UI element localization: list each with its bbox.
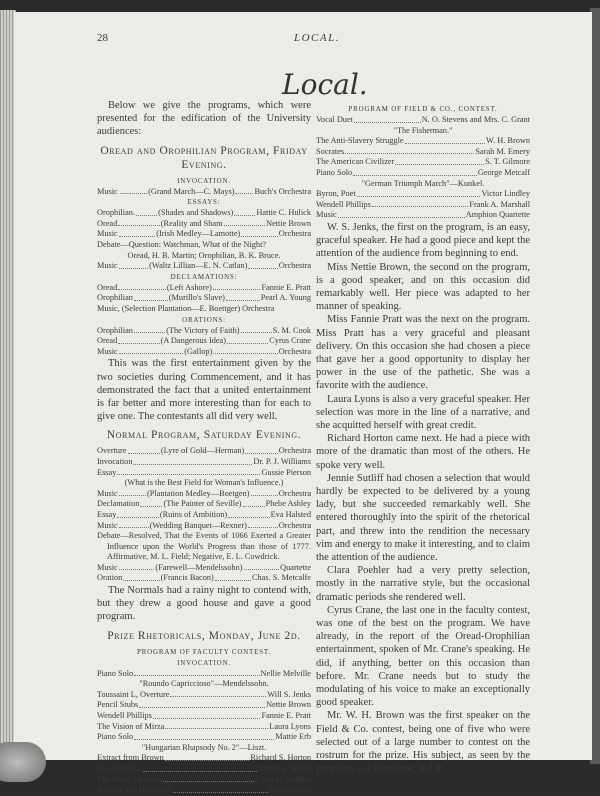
program-entry bbox=[97, 573, 311, 584]
entry-title: Wendell Phillips bbox=[97, 711, 152, 721]
dot-leader bbox=[173, 785, 268, 793]
entry-performer: Nellie Melville bbox=[260, 668, 311, 678]
program-subheading: PROGRAM OF FIELD & CO., CONTEST. bbox=[348, 105, 498, 113]
program-entry bbox=[316, 168, 530, 179]
program-heading: Normal Program, Saturday Evening. bbox=[106, 429, 302, 442]
entry-title: The Anti-Slavery Struggle bbox=[316, 136, 404, 146]
entry-performer: Orchestra bbox=[278, 229, 312, 239]
dot-leader bbox=[248, 261, 277, 269]
right-column bbox=[316, 104, 530, 775]
entry-note: "Hungarian Rhapsody No. 2"—Liszt. bbox=[141, 742, 267, 752]
entry-performer: W. H. Brown bbox=[486, 136, 530, 146]
entry-title: Music bbox=[97, 520, 118, 530]
entry-performer: Clara H. Poehler bbox=[255, 774, 311, 784]
entry-title: Toussaint L, Overture bbox=[97, 689, 170, 699]
entry-title: Piano Solo bbox=[97, 668, 134, 678]
program-entry bbox=[97, 187, 311, 198]
entry-title: Essay bbox=[97, 509, 117, 519]
dot-leader bbox=[118, 283, 166, 291]
program-entry bbox=[97, 347, 311, 358]
dot-leader bbox=[372, 200, 469, 208]
dot-leader bbox=[134, 732, 274, 740]
program-entry bbox=[97, 457, 311, 468]
program-entry-long: Debate—Question: Watchman, What of the Night? bbox=[97, 239, 267, 249]
dot-leader bbox=[140, 499, 162, 507]
entry-detail: (Murillo's Slave) bbox=[168, 293, 225, 303]
entry-performer: N. O. Stevens and Mrs. C. Grant bbox=[421, 115, 530, 124]
dot-leader bbox=[345, 147, 474, 155]
program-entry bbox=[97, 563, 311, 574]
dot-leader bbox=[119, 521, 149, 529]
paragraph: W. S. Jenks, the first on the program, is an easy, graceful speaker. He had a good piece and kept the attention of the audience from beginning to end. bbox=[316, 221, 530, 260]
entry-detail: (Shades and Shadows) bbox=[158, 208, 234, 218]
entry-performer: Will S. Jenks bbox=[267, 689, 311, 699]
entry-performer: Cyrus Crane bbox=[269, 785, 311, 795]
program-entry bbox=[316, 210, 530, 221]
entry-performer: S. M. Cook bbox=[272, 325, 312, 335]
entry-title: Music bbox=[97, 229, 118, 239]
entry-detail: (A Dangerous Idea) bbox=[160, 336, 226, 346]
entry-note: Oread, H. B. Martin; Orophilian, B. K. Bruce. bbox=[127, 250, 281, 260]
entry-performer: Orchestra bbox=[278, 346, 312, 356]
entry-title: Essay bbox=[97, 467, 117, 477]
dot-leader bbox=[139, 700, 265, 708]
entry-performer: Fannie E. Pratt bbox=[261, 282, 312, 292]
dot-leader bbox=[119, 229, 155, 237]
dot-leader bbox=[134, 326, 165, 334]
program-entry bbox=[97, 293, 311, 304]
dot-leader bbox=[119, 347, 183, 355]
document-page bbox=[14, 12, 592, 795]
program-entry bbox=[97, 722, 311, 733]
paragraph: Clara Poehler had a very pretty selection, mostly in the narrative style, but the occasional dramatic periods she rendered well. bbox=[316, 565, 530, 603]
program-entry-long: Debate—Resolved, That the Events of 1066 Exerted a Greater Influence upon the World's Progress than those of 1777. Affirmative, M. L. Field; Negative, E. L. Cowdrick. bbox=[97, 531, 311, 562]
dot-leader bbox=[227, 336, 268, 344]
dot-leader bbox=[153, 711, 261, 719]
entry-title: Oread bbox=[97, 218, 118, 228]
left-column bbox=[97, 99, 311, 796]
dot-leader bbox=[143, 764, 257, 772]
entry-performer: Amphion Quartette bbox=[465, 210, 530, 220]
dot-leader bbox=[224, 219, 266, 227]
dot-leader bbox=[119, 261, 148, 269]
entry-title: Byron, Poet bbox=[316, 189, 356, 199]
dot-leader bbox=[134, 293, 168, 301]
entry-performer: Gussie Pierson bbox=[261, 467, 311, 477]
entry-detail: (Left Ashore) bbox=[166, 282, 212, 292]
entry-title: Piano Solo bbox=[316, 167, 353, 177]
entry-detail: (Farewell—Mendelssohn) bbox=[155, 562, 243, 572]
dot-leader bbox=[163, 775, 254, 783]
entry-title: Piano Solo bbox=[97, 732, 134, 742]
dot-leader bbox=[117, 468, 260, 476]
dot-leader bbox=[213, 283, 261, 291]
program-entry-long: Music, (Selection Plantation—E. Boettger) Orchestra bbox=[97, 303, 275, 313]
entry-detail: (Francis Bacon) bbox=[160, 573, 214, 583]
entry-performer: Jennie S. Sutliff bbox=[257, 764, 311, 774]
entry-title: Music bbox=[97, 562, 118, 572]
entry-detail: (Irish Medley—Lamotte) bbox=[156, 229, 241, 239]
dot-leader bbox=[234, 208, 255, 216]
program-entry bbox=[97, 219, 311, 230]
dot-leader bbox=[117, 510, 159, 518]
entry-detail: (Waltz Lillian—E. N. Catlan) bbox=[149, 261, 248, 271]
entry-performer: Orchestra bbox=[278, 446, 311, 456]
entry-performer: Orchestra bbox=[278, 520, 312, 530]
program-entry bbox=[97, 700, 311, 711]
dot-leader bbox=[213, 347, 277, 355]
dot-leader bbox=[245, 446, 277, 454]
entry-detail: (Wedding Banquet—Rexner) bbox=[149, 520, 247, 530]
entry-performer: Nettie Brown bbox=[266, 700, 311, 710]
program-entry bbox=[316, 136, 530, 147]
section-title: Local. bbox=[282, 68, 368, 101]
program-entry bbox=[97, 208, 311, 219]
entry-title: Overture bbox=[97, 446, 127, 456]
entry-title: Pencil Stubs bbox=[97, 700, 139, 710]
entry-performer: Laura Lyons bbox=[269, 721, 311, 731]
entry-performer: Orchestra bbox=[278, 261, 311, 271]
paragraph: Laura Lyons is also a very graceful speaker. Her selection was more in the line of a narrative, and she acquitted herself with great credit. bbox=[316, 393, 530, 431]
entry-title: The Vision of Mirza bbox=[97, 721, 165, 731]
entry-detail: (Plantation Medley—Boetgen) bbox=[146, 488, 250, 498]
page-number: 28 bbox=[97, 32, 108, 44]
dot-leader bbox=[357, 189, 481, 197]
paragraph: The Normals had a rainy night to contend with, but they drew a good house and gave a good program. bbox=[97, 585, 311, 623]
dot-leader bbox=[118, 336, 159, 344]
dot-leader bbox=[226, 293, 260, 301]
program-entry bbox=[97, 753, 311, 764]
program-heading: Oread and Orophilian Program, Friday Evening. bbox=[100, 144, 308, 171]
program-subheading: ESSAYS: bbox=[187, 198, 221, 207]
dot-leader bbox=[241, 326, 272, 334]
dot-leader bbox=[228, 510, 270, 518]
dot-leader bbox=[165, 722, 268, 730]
program-entry bbox=[97, 764, 311, 775]
dot-leader bbox=[353, 168, 477, 176]
entry-performer: Cyrus Crane bbox=[269, 336, 311, 346]
program-entry bbox=[97, 489, 311, 500]
entry-performer: Frank A. Marshall bbox=[469, 199, 530, 209]
program-entry bbox=[97, 785, 311, 796]
paragraph: Richard Horton came next. He had a piece with more of the dramatic than most of the others. He spoke very well. bbox=[316, 433, 530, 471]
dot-leader bbox=[354, 115, 421, 123]
entry-performer: Chas. S. Metcalfe bbox=[252, 573, 311, 583]
entry-performer: Hattie C. Hulick bbox=[256, 208, 311, 218]
dot-leader bbox=[244, 563, 280, 571]
entry-detail: (Reality and Sham bbox=[160, 218, 223, 228]
entry-title: Music bbox=[97, 346, 118, 356]
dot-leader bbox=[128, 446, 160, 454]
paragraph: This was the first entertainment given by the two societies during Commencement, and it has demonstrated the fact that a united entertainment is far better and more interesting than for each to give one. The contestants all did very well. bbox=[97, 358, 311, 423]
program-entry bbox=[316, 157, 530, 168]
program-entry bbox=[97, 690, 311, 701]
paragraph: Miss Nettie Brown, the second on the program, is a good speaker, and on this occasion did remarkably well. Her piece was adapted to her manner of speaking. bbox=[316, 261, 530, 313]
program-entry bbox=[97, 229, 311, 240]
entry-detail: (Ruins of Ambition) bbox=[159, 509, 228, 519]
paragraph: Below we give the programs, which were presented for the edification of the University audiences: bbox=[97, 100, 311, 138]
entry-performer: Sarah M. Emery bbox=[475, 146, 530, 156]
dot-leader bbox=[129, 187, 147, 195]
entry-performer: Mattie Erb bbox=[275, 732, 311, 742]
dot-leader bbox=[405, 136, 485, 144]
entry-title: Oread bbox=[97, 336, 118, 346]
paragraph: Cyrus Crane, the last one in the faculty contest, was one of the best on the program. We have already, in the report of the Oread-Orophilian entertainment, spoken of Mr. Crane's speaking. He did, if anything, better on this occasion than before. Mr. Crane needs but to study the modulating of his voice to make an exceptionally good speaker. bbox=[316, 604, 530, 709]
entry-performer: Phebe Ashley bbox=[265, 499, 311, 509]
entry-title: The Poet's Ministry bbox=[97, 774, 163, 784]
dot-leader bbox=[119, 489, 146, 497]
program-entry bbox=[316, 115, 530, 126]
thumb-in-scan bbox=[0, 742, 46, 782]
entry-performer: Pearl A. Young bbox=[260, 293, 312, 303]
dot-leader bbox=[119, 563, 155, 571]
entry-performer: Dr. P. J. Williams bbox=[253, 456, 311, 466]
dot-leader bbox=[170, 690, 266, 698]
dot-leader bbox=[248, 521, 278, 529]
dot-leader bbox=[123, 573, 159, 581]
entry-performer: Quartette bbox=[280, 562, 312, 572]
dot-leader bbox=[395, 157, 484, 165]
program-entry bbox=[316, 147, 530, 158]
entry-performer: Richard S. Horton bbox=[250, 753, 311, 763]
dot-leader bbox=[165, 753, 250, 761]
dot-leader bbox=[235, 187, 253, 195]
entry-title: Vocal Duet bbox=[316, 115, 353, 124]
entry-note: "The Fisherman." bbox=[393, 125, 453, 135]
entry-note: (What is the Best Field for Woman's Influence.) bbox=[124, 478, 284, 488]
program-entry bbox=[97, 261, 311, 272]
dot-leader bbox=[241, 229, 277, 237]
entry-title: Wendell Phillips bbox=[316, 199, 371, 209]
entry-performer: Buch's Orchestra bbox=[254, 186, 311, 196]
program-entry bbox=[316, 200, 530, 211]
entry-performer: George Metcalf bbox=[477, 167, 530, 177]
entry-title: The Republic bbox=[97, 764, 142, 774]
dot-leader bbox=[133, 457, 252, 465]
paragraph: Mr. W. H. Brown was the first speaker on the Field & Co. contest, being one of five who were selected out of a large number to contest on the rostrum for the prize. His subject, as seen by the program, is a large one, and in bbox=[316, 710, 530, 775]
dot-leader bbox=[215, 573, 251, 581]
running-head: LOCAL. bbox=[294, 32, 340, 44]
program-entry bbox=[97, 775, 311, 786]
entry-title: Socrates bbox=[316, 146, 345, 156]
entry-detail: (The Victory of Faith) bbox=[166, 325, 240, 335]
program-entry bbox=[97, 732, 311, 743]
dot-leader bbox=[136, 208, 157, 216]
dot-leader bbox=[243, 499, 265, 507]
dot-leader bbox=[251, 489, 278, 497]
entry-title: Extract from Brown bbox=[97, 753, 164, 763]
dot-leader bbox=[338, 210, 465, 218]
program-entry bbox=[97, 521, 311, 532]
entry-title: The American Civilizer bbox=[316, 157, 395, 167]
entry-detail: (Gallop) bbox=[184, 346, 213, 356]
entry-title: Invocation bbox=[97, 456, 133, 466]
entry-performer: Eva Halsted bbox=[270, 509, 311, 519]
program-subheading: INVOCATION. bbox=[177, 658, 231, 667]
entry-performer: Fannie E. Pratt bbox=[261, 711, 311, 721]
entry-title: Music bbox=[316, 210, 337, 220]
program-entry bbox=[97, 446, 311, 457]
entry-title: Music bbox=[97, 261, 118, 271]
entry-performer: S. T. Gilmore bbox=[485, 157, 530, 167]
entry-title: Oration bbox=[97, 573, 123, 583]
program-entry bbox=[97, 336, 311, 347]
entry-detail: (Grand March—C. Mays) bbox=[148, 186, 235, 196]
entry-title: Orophilian bbox=[97, 293, 133, 303]
entry-detail: (Lyre of Gold—Herman) bbox=[160, 446, 245, 456]
entry-title: Music .... bbox=[97, 186, 129, 196]
program-heading: Prize Rhetoricals, Monday, June 2d. bbox=[107, 629, 301, 642]
program-subheading: ORATIONS: bbox=[182, 315, 226, 324]
entry-title: Declamation bbox=[97, 499, 140, 509]
entry-performer: Victor Lindley bbox=[481, 189, 530, 199]
program-entry bbox=[316, 189, 530, 200]
dot-leader bbox=[134, 669, 259, 677]
entry-title: Nations and Humanity bbox=[97, 785, 173, 795]
program-entry bbox=[97, 669, 311, 680]
entry-title: Music bbox=[97, 488, 118, 498]
program-subheading: PROGRAM OF FACULTY CONTEST. bbox=[136, 647, 271, 656]
entry-title: Orophilian. bbox=[97, 208, 136, 218]
program-subheading: INVOCATION. bbox=[177, 176, 231, 185]
entry-performer: Nettie Brown bbox=[266, 218, 312, 228]
entry-performer: Orchestra bbox=[278, 488, 312, 498]
dot-leader bbox=[118, 219, 160, 227]
program-entry bbox=[97, 510, 311, 521]
entry-note: "German Triumph March"—Kunkel. bbox=[361, 178, 485, 188]
program-entry bbox=[97, 499, 311, 510]
entry-title: Oread bbox=[97, 282, 118, 292]
paragraph: Miss Fannie Pratt was the next on the program. Miss Pratt has a very graceful and pleasant delivery. On this occasion she had chosen a piece that gave her a good opportunity to display her power in the use of the pathetic. She was a favorite with the audience. bbox=[316, 314, 530, 392]
entry-title: Orophilian bbox=[97, 325, 133, 335]
program-entry bbox=[97, 711, 311, 722]
paragraph: Jennie Sutliff had chosen a selection that would hardly be expected to be delivered by a young lady, but she succeeded remarkably well. She entered thoroughly into the spirit of the rhetorical part, and threw into the rendition the necessary vim and energy to make it interesting, and to claim the attention of the audience. bbox=[316, 472, 530, 564]
program-entry bbox=[97, 326, 311, 337]
program-entry bbox=[97, 468, 311, 479]
program-entry bbox=[97, 283, 311, 294]
program-subheading: DECLAMATIONS: bbox=[170, 272, 238, 281]
entry-detail: (The Painter of Seville) bbox=[163, 499, 242, 509]
entry-note: "Roundo Capriccioso"—Mendelssohn. bbox=[139, 679, 269, 689]
